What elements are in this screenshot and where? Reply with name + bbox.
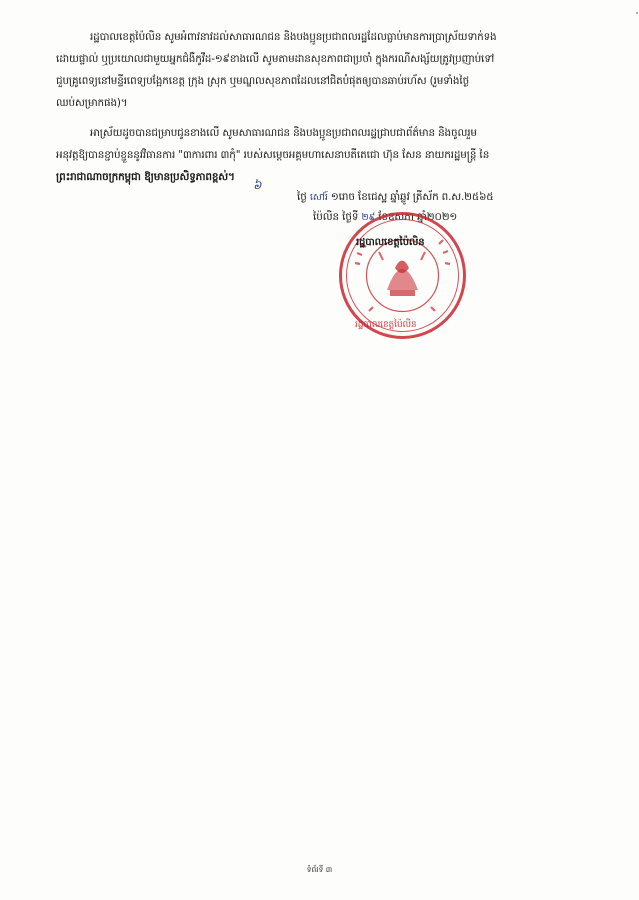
solar-date-prefix: ប៉ៃលិន ថ្ងៃទី bbox=[313, 211, 359, 223]
handwritten-mark: ៦ bbox=[253, 178, 262, 192]
signatory-name: រដ្ឋបាលខេត្តប៉ៃលិន bbox=[356, 237, 425, 248]
lunar-date-prefix: ថ្ងៃ bbox=[297, 191, 307, 203]
page-number: ទំព័រទី ៣ bbox=[306, 865, 333, 874]
text-line: ព្រះរាជាណាចក្រកម្ពុជា ឱ្យមានប្រសិទ្ធភាពខ្ពស់។ bbox=[56, 171, 235, 183]
lunar-date-rest: ១រោច ខែជេស្ឋ ឆ្នាំឆ្លូវ ត្រីស័ក ព.ស.២៥៦៥ bbox=[330, 191, 494, 203]
lunar-date bbox=[297, 190, 494, 205]
solar-date-day: ២៩ bbox=[361, 212, 376, 223]
text-line: ឈប់សម្រាកផង)។ bbox=[56, 97, 128, 109]
text-line: ដោយផ្ទាល់ ឬប្រយោលជាមួយអ្នកជំងឺកូវីដ-១៩ខាងលើ សូមតាមដានសុខភាពជាប្រចាំ ក្នុងករណីសង្ស័យត្រូវប្រញាប់ទៅ bbox=[56, 53, 495, 65]
solar-date-rest: ខែឧសភា ឆ្នាំ២០២១ bbox=[378, 211, 458, 223]
scan-artifact bbox=[636, 12, 638, 14]
text-line: អនុវត្តឱ្យបានខ្ជាប់ខ្ជួននូវវិធានការ "៣ការពារ ៣កុំ" របស់សម្តេចអគ្គមហាសេនាបតីតេជោ ហ៊ុន សែន នាយករដ្ឋមន្ត្រី នៃ bbox=[56, 149, 490, 161]
seal-text: រដ្ឋបាលខេត្តប៉ៃលិន bbox=[355, 320, 417, 330]
lunar-date-day: សៅរ៍ bbox=[309, 192, 328, 203]
text-line: រដ្ឋបាលខេត្តប៉ៃលិន សូមអំពាវនាវដល់សាធារណជន និងបងប្អូនប្រជាពលរដ្ឋដែលធ្លាប់មានការប្រាស្រ័យទាក់ទង bbox=[90, 31, 497, 43]
text-line: ជួបគ្រូពេទ្យនៅមន្ទីរពេទ្យបង្អែកខេត្ត ក្រុង ស្រុក ឬមណ្ឌលសុខភាពដែលនៅជិតបំផុតឲ្យបានឆាប់រហ័ស (រួមទាំងថ្ងៃ bbox=[56, 75, 470, 87]
text-line: អាស្រ័យដូចបានជម្រាបជូនខាងលើ សូមសាធារណជន និងបងប្អូនប្រជាពលរដ្ឋជ្រាបជាព័ត៌មាន និងចូលរួម bbox=[90, 127, 477, 139]
